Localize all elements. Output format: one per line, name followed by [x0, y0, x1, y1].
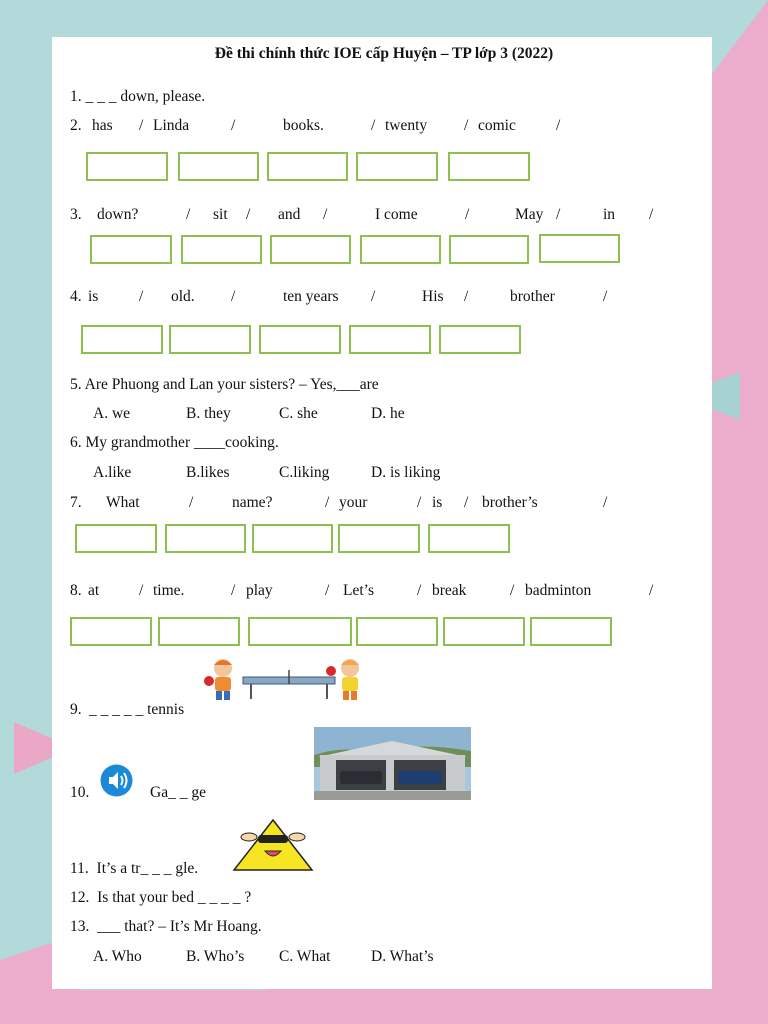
word-tile: in	[603, 206, 616, 223]
word-tile: Let’s	[343, 582, 374, 599]
word-tile: your	[339, 494, 368, 511]
separator: /	[189, 494, 194, 511]
separator: /	[464, 117, 469, 134]
separator: /	[139, 288, 144, 305]
word-tile: I come	[375, 206, 418, 223]
word-tile: comic	[478, 117, 516, 134]
option-b[interactable]: B.likes	[186, 464, 230, 481]
answer-box[interactable]	[181, 235, 262, 264]
option-b[interactable]: B. Who’s	[186, 948, 245, 965]
separator: /	[556, 117, 561, 134]
option-b[interactable]: B. they	[186, 405, 231, 422]
question-11: 11. It’s a tr_ _ _ gle.	[70, 860, 199, 877]
separator: /	[603, 494, 608, 511]
question-7-number: 7.	[70, 494, 82, 511]
option-d[interactable]: D. What’s	[371, 948, 434, 965]
question-4-number: 4.	[70, 288, 82, 305]
answer-box[interactable]	[270, 235, 351, 264]
option-c[interactable]: C. she	[279, 405, 318, 422]
answer-box[interactable]	[178, 152, 259, 181]
separator: /	[649, 206, 654, 223]
word-tile: and	[278, 206, 301, 223]
word-tile: at	[88, 582, 100, 599]
answer-box[interactable]	[165, 524, 246, 553]
word-tile: brother’s	[482, 494, 538, 511]
question-3-number: 3.	[70, 206, 82, 223]
answer-box[interactable]	[248, 617, 352, 646]
table-tennis-illustration	[203, 655, 368, 703]
separator: /	[371, 117, 376, 134]
separator: /	[231, 582, 236, 599]
separator: /	[231, 288, 236, 305]
separator: /	[371, 288, 376, 305]
answer-box[interactable]	[259, 325, 341, 354]
option-c[interactable]: C.liking	[279, 464, 330, 481]
answer-box[interactable]	[449, 235, 529, 264]
answer-box[interactable]	[158, 617, 240, 646]
question-10-number: 10.	[70, 784, 90, 801]
answer-box[interactable]	[448, 152, 530, 181]
answer-box[interactable]	[252, 524, 333, 553]
option-a[interactable]: A.like	[93, 464, 132, 481]
word-tile: brother	[510, 288, 555, 305]
option-d[interactable]: D. he	[371, 405, 405, 422]
word-tile: What	[106, 494, 140, 511]
answer-box[interactable]	[356, 152, 438, 181]
option-c[interactable]: C. What	[279, 948, 331, 965]
page-title: Đề thi chính thức IOE cấp Huyện – TP lớp 3 (2022)	[214, 45, 554, 62]
question-10-text: Ga_ _ ge	[150, 784, 206, 801]
triangle-character-illustration	[232, 817, 314, 872]
word-tile: has	[92, 117, 113, 134]
question-9-number: 9.	[70, 701, 82, 718]
separator: /	[186, 206, 191, 223]
word-tile: sit	[213, 206, 228, 223]
answer-box[interactable]	[338, 524, 420, 553]
word-tile: His	[422, 288, 444, 305]
question-8-number: 8.	[70, 582, 82, 599]
word-tile: play	[246, 582, 273, 599]
answer-box[interactable]	[539, 234, 620, 263]
word-tile: name?	[232, 494, 273, 511]
answer-box[interactable]	[70, 617, 152, 646]
question-12: 12. Is that your bed _ _ _ _ ?	[70, 889, 252, 906]
word-tile: ten years	[283, 288, 339, 305]
answer-box[interactable]	[530, 617, 612, 646]
word-tile: down?	[97, 206, 139, 223]
word-tile: is	[88, 288, 99, 305]
separator: /	[510, 582, 515, 599]
question-9-text: _ _ _ _ _ tennis	[89, 701, 185, 718]
answer-box[interactable]	[443, 617, 525, 646]
word-tile: old.	[171, 288, 195, 305]
answer-box[interactable]	[90, 235, 172, 264]
separator: /	[603, 288, 608, 305]
separator: /	[556, 206, 561, 223]
answer-box[interactable]	[169, 325, 251, 354]
answer-box[interactable]	[356, 617, 438, 646]
separator: /	[246, 206, 251, 223]
word-tile: time.	[153, 582, 185, 599]
separator: /	[139, 117, 144, 134]
word-tile: May	[515, 206, 544, 223]
word-tile: books.	[283, 117, 324, 134]
option-d[interactable]: D. is liking	[371, 464, 441, 481]
word-tile: break	[432, 582, 467, 599]
answer-box[interactable]	[86, 152, 168, 181]
separator: /	[417, 494, 422, 511]
separator: /	[649, 582, 654, 599]
word-tile: badminton	[525, 582, 592, 599]
answer-box[interactable]	[428, 524, 510, 553]
answer-box[interactable]	[75, 524, 157, 553]
answer-box[interactable]	[360, 235, 441, 264]
separator: /	[139, 582, 144, 599]
speaker-icon[interactable]	[100, 764, 133, 797]
question-13: 13. ___ that? – It’s Mr Hoang.	[70, 918, 262, 935]
question-6: 6. My grandmother ____cooking.	[70, 434, 279, 451]
separator: /	[465, 206, 470, 223]
question-1: 1. _ _ _ down, please.	[70, 88, 206, 105]
answer-box[interactable]	[267, 152, 348, 181]
question-5: 5. Are Phuong and Lan your sisters? – Yes,___are	[70, 376, 379, 393]
garage-photo	[314, 727, 471, 800]
separator: /	[325, 494, 330, 511]
question-2-number: 2.	[70, 117, 82, 134]
word-tile: twenty	[385, 117, 428, 134]
separator: /	[464, 494, 469, 511]
separator: /	[325, 582, 330, 599]
option-a[interactable]: A. we	[93, 405, 131, 422]
separator: /	[417, 582, 422, 599]
separator: /	[323, 206, 328, 223]
answer-box[interactable]	[439, 325, 521, 354]
option-a[interactable]: A. Who	[93, 948, 142, 965]
separator: /	[231, 117, 236, 134]
separator: /	[464, 288, 469, 305]
answer-box[interactable]	[349, 325, 431, 354]
word-tile: is	[432, 494, 443, 511]
word-tile: Linda	[153, 117, 190, 134]
answer-box[interactable]	[81, 325, 163, 354]
